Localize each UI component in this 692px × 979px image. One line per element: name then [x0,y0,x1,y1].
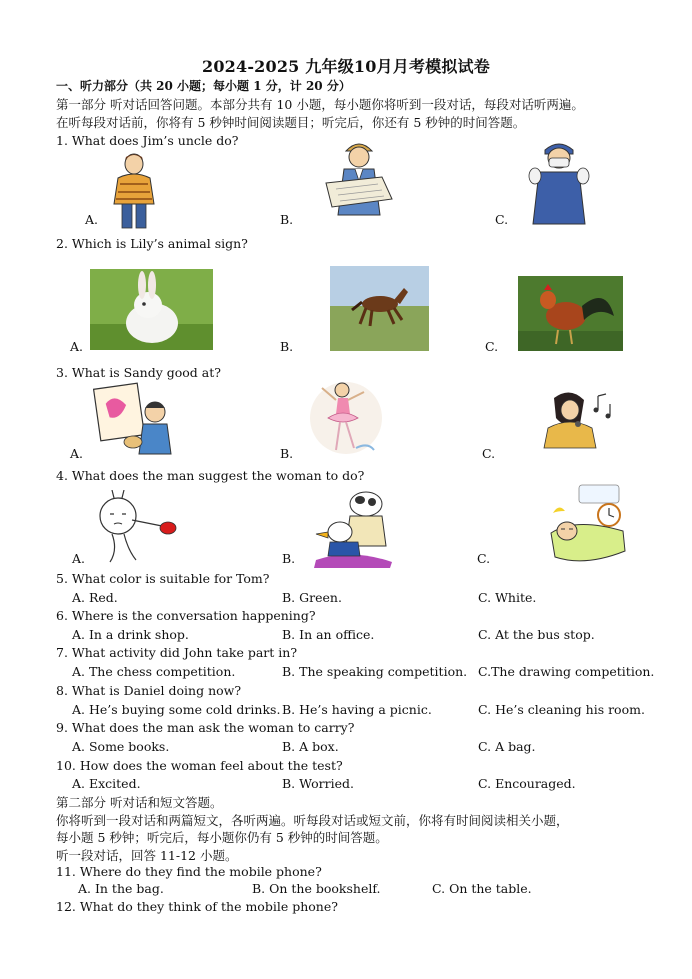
q11-option-a: A. In the bag. [78,881,164,896]
q5-option-c: C. White. [478,590,537,605]
part2-heading: 第二部分 听对话和短文答题。 [56,795,223,810]
q8-option-a: A. He’s buying some cold drinks. [72,702,281,717]
question-8: 8. What is Daniel doing now? [56,683,242,698]
q11-option-c: C. On the table. [432,881,532,896]
sleeping-person-with-clock-picture [545,481,631,569]
horse-photo [330,266,429,351]
donald-duck-with-cow-picture [306,488,396,570]
q5-option-b: B. Green. [282,590,342,605]
sick-rabbit-with-pill-picture [92,490,180,564]
question-3: 3. What is Sandy good at? [56,365,221,380]
q9-option-a: A. Some books. [72,739,170,754]
q10-option-b: B. Worried. [282,776,354,791]
part2-sub-heading: 听一段对话，回答 11-12 小题。 [56,848,238,863]
q9-option-c: C. A bag. [478,739,536,754]
singing-woman-picture [540,388,620,458]
q2-option-a: A. [70,339,84,354]
section-heading-listening: 一、听力部分（共 20 小题；每小题 1 分，计 20 分） [56,79,351,93]
q10-option-c: C. Encouraged. [478,776,576,791]
ballet-dancer-picture [308,378,384,460]
q7-option-a: A. The chess competition. [72,664,236,679]
q3-option-a: A. [70,446,84,461]
q6-option-a: A. In a drink shop. [72,627,189,642]
question-6: 6. Where is the conversation happening? [56,608,316,623]
q9-option-b: B. A box. [282,739,339,754]
q3-option-b: B. [280,446,294,461]
question-9: 9. What does the man ask the woman to carry? [56,720,355,735]
q1-option-c: C. [495,212,509,227]
question-10: 10. How does the woman feel about the test? [56,758,343,773]
q4-option-a: A. [72,551,86,566]
q11-option-b: B. On the bookshelf. [252,881,381,896]
rabbit-photo [90,269,213,350]
question-5: 5. What color is suitable for Tom? [56,571,270,586]
q7-option-c: C.The drawing competition. [478,664,655,679]
doctor-with-mask-picture [527,136,591,226]
question-11: 11. Where do they find the mobile phone? [56,864,322,879]
q10-option-a: A. Excited. [72,776,141,791]
q7-option-b: B. The speaking competition. [282,664,468,679]
q3-option-c: C. [482,446,496,461]
part1-intro-line1: 第一部分 听对话回答问题。本部分共有 10 小题，每小题你将听到一段对话，每段对话听两遍。 [56,97,584,112]
q8-option-c: C. He’s cleaning his room. [478,702,645,717]
q4-option-c: C. [477,551,491,566]
q6-option-b: B. In an office. [282,627,375,642]
page-title: 2024-2025 九年级10月月考模拟试卷 [202,57,490,76]
q4-option-b: B. [282,551,296,566]
q2-option-c: C. [485,339,499,354]
part1-intro-line2: 在听每段对话前，你将有 5 秒钟时间阅读题目；听完后，你还有 5 秒钟的时间答题。 [56,115,526,130]
q5-option-a: A. Red. [72,590,118,605]
part2-intro-line1: 你将听到一段对话和两篇短文，各听两遍。听每段对话或短文前，你将有时间阅读相关小题， [56,813,569,828]
painting-girl-picture [93,382,177,458]
q6-option-c: C. At the bus stop. [478,627,595,642]
part2-intro-line2: 每小题 5 秒钟；听完后，每小题你仍有 5 秒钟的时间答题。 [56,830,388,845]
rooster-photo [518,276,623,351]
q8-option-b: B. He’s having a picnic. [282,702,432,717]
question-4: 4. What does the man suggest the woman to do? [56,468,365,483]
question-12: 12. What do they think of the mobile phone? [56,899,338,914]
q1-option-a: A. [85,212,99,227]
question-2: 2. Which is Lily’s animal sign? [56,236,248,251]
question-1: 1. What does Jim’s uncle do? [56,133,239,148]
q1-option-b: B. [280,212,294,227]
question-7: 7. What activity did John take part in? [56,645,298,660]
man-in-sweater-picture [108,152,160,230]
q2-option-b: B. [280,339,294,354]
engineer-with-blueprint-picture [322,137,396,225]
